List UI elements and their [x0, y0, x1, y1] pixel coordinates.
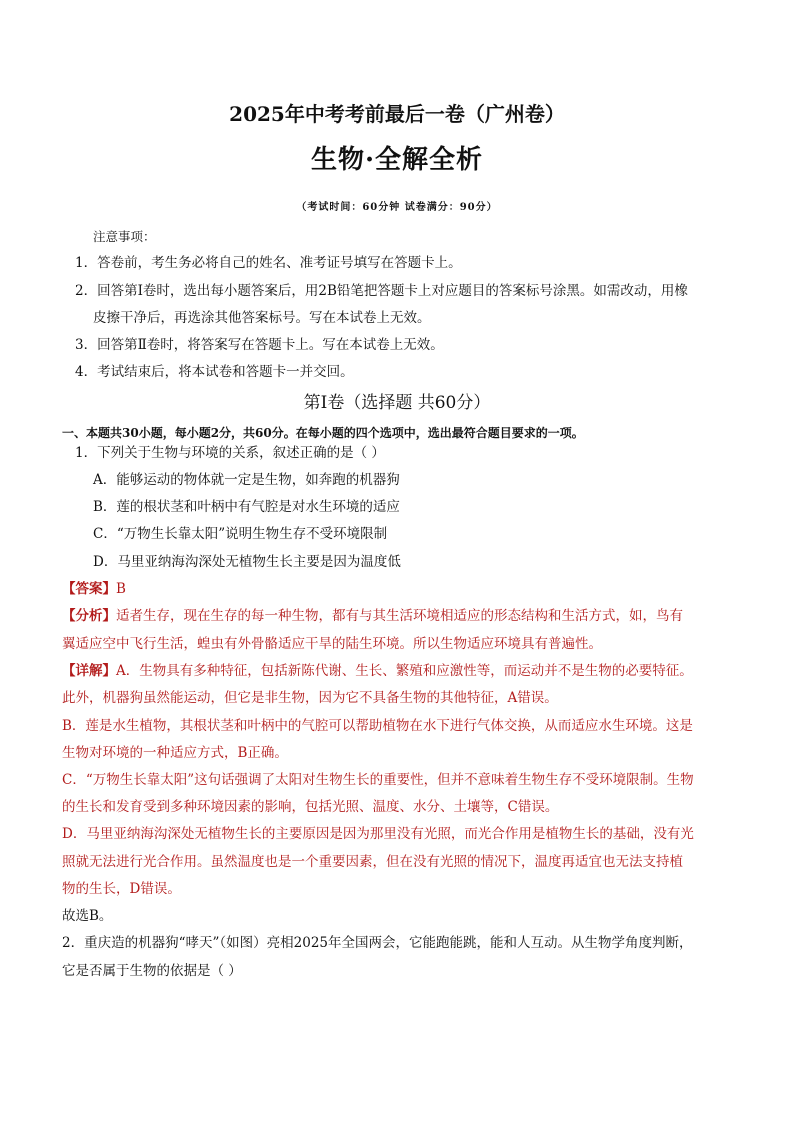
q1-answer: [62, 583, 126, 597]
q1-detail-line-9: 物的生长，D错误。: [62, 881, 181, 897]
note-item-4: 4．考试结束后，将本试卷和答题卡一并交回。: [75, 364, 354, 380]
q1-detail-line-2: 此外，机器狗虽然能运动，但它是非生物，因为它不具备生物的其他特征，A错误。: [62, 690, 558, 706]
analysis-text-1: 适者生存，现在生存的每一种生物，都有与其生活环境相适应的形态结构和生活方式，如，鸟有: [116, 608, 683, 624]
q1-option-d: D．马里亚纳海沟深处无植物生长主要是因为温度低: [93, 554, 401, 570]
q1-detail-line-5: C．“万物生长靠太阳”这句话强调了太阳对生物生长的重要性，但并不意味着生物生存不受环境限制。生物: [62, 772, 694, 788]
q1-detail-line-1: [62, 665, 693, 679]
q1-detail-line-4: 生物对环境的一种适应方式，B正确。: [62, 745, 288, 761]
note-item-2-cont: 皮擦干净后，再选涂其他答案标号。写在本试卷上无效。: [93, 310, 431, 326]
section-instruction: 一、本题共30小题，每小题2分，共60分。在每小题的四个选项中，选出最符合题目要求的一项。: [62, 426, 584, 440]
detail-text-1: A．生物具有多种特征，包括新陈代谢、生长、繁殖和应激性等，而运动并不是生物的必要特征。: [116, 663, 693, 679]
note-item-3: 3．回答第Ⅱ卷时，将答案写在答题卡上。写在本试卷上无效。: [75, 337, 444, 353]
question-2-stem-line-2: 它是否属于生物的依据是（ ）: [62, 963, 242, 979]
detail-tag: 【详解】: [62, 663, 116, 679]
q1-detail-line-6: 的生长和发育受到多种环境因素的影响，包括光照、温度、水分、土壤等，C错误。: [62, 799, 559, 815]
note-item-1: 1．答卷前，考生务必将自己的姓名、准考证号填写在答题卡上。: [75, 255, 462, 271]
q1-option-b: B．莲的根状茎和叶柄中有气腔是对水生环境的适应: [93, 499, 400, 515]
exam-title: 2025年中考考前最后一卷（广州卷）: [229, 102, 565, 126]
q1-option-c: C．“万物生长靠太阳”说明生物生存不受环境限制: [93, 526, 388, 542]
paper-subtitle: 生物·全解全析: [310, 145, 484, 175]
notes-heading: 注意事项：: [93, 229, 156, 244]
exam-time-score: （考试时间：60分钟 试卷满分：90分）: [296, 202, 498, 213]
note-item-2: 2．回答第Ⅰ卷时，选出每小题答案后，用2B铅笔把答题卡上对应题目的答案标号涂黑。如需改动，用橡: [75, 283, 688, 299]
section-title: 第Ⅰ卷（选择题 共60分）: [303, 393, 491, 413]
q1-conclusion: 故选B。: [62, 908, 113, 924]
q1-option-a: A．能够运动的物体就一定是生物，如奔跑的机器狗: [93, 472, 400, 488]
analysis-tag: 【分析】: [62, 608, 116, 624]
q1-detail-line-3: B．莲是水生植物，其根状茎和叶柄中的气腔可以帮助植物在水下进行气体交换，从而适应水生环境。这是: [62, 718, 693, 734]
q1-detail-line-8: 照就无法进行光合作用。虽然温度也是一个重要因素，但在没有光照的情况下，温度再适宜也无法支持植: [62, 854, 683, 870]
question-1-stem: 1．下列关于生物与环境的关系，叙述正确的是（ ）: [75, 445, 385, 461]
answer-value: B: [116, 581, 126, 597]
answer-tag: 【答案】: [62, 581, 116, 597]
question-2-stem-line-1: 2．重庆造的机器狗“哮天”（如图）亮相2025年全国两会，它能跑能跳，能和人互动。从生物学角度判断，: [62, 935, 693, 951]
q1-analysis-line-1: [62, 610, 683, 624]
q1-detail-line-7: D．马里亚纳海沟深处无植物生长的主要原因是因为那里没有光照，而光合作用是植物生长的基础，没有光: [62, 826, 694, 842]
q1-analysis-line-2: 翼适应空中飞行生活，蝗虫有外骨骼适应干旱的陆生环境。所以生物适应环境具有普遍性。: [62, 636, 602, 652]
